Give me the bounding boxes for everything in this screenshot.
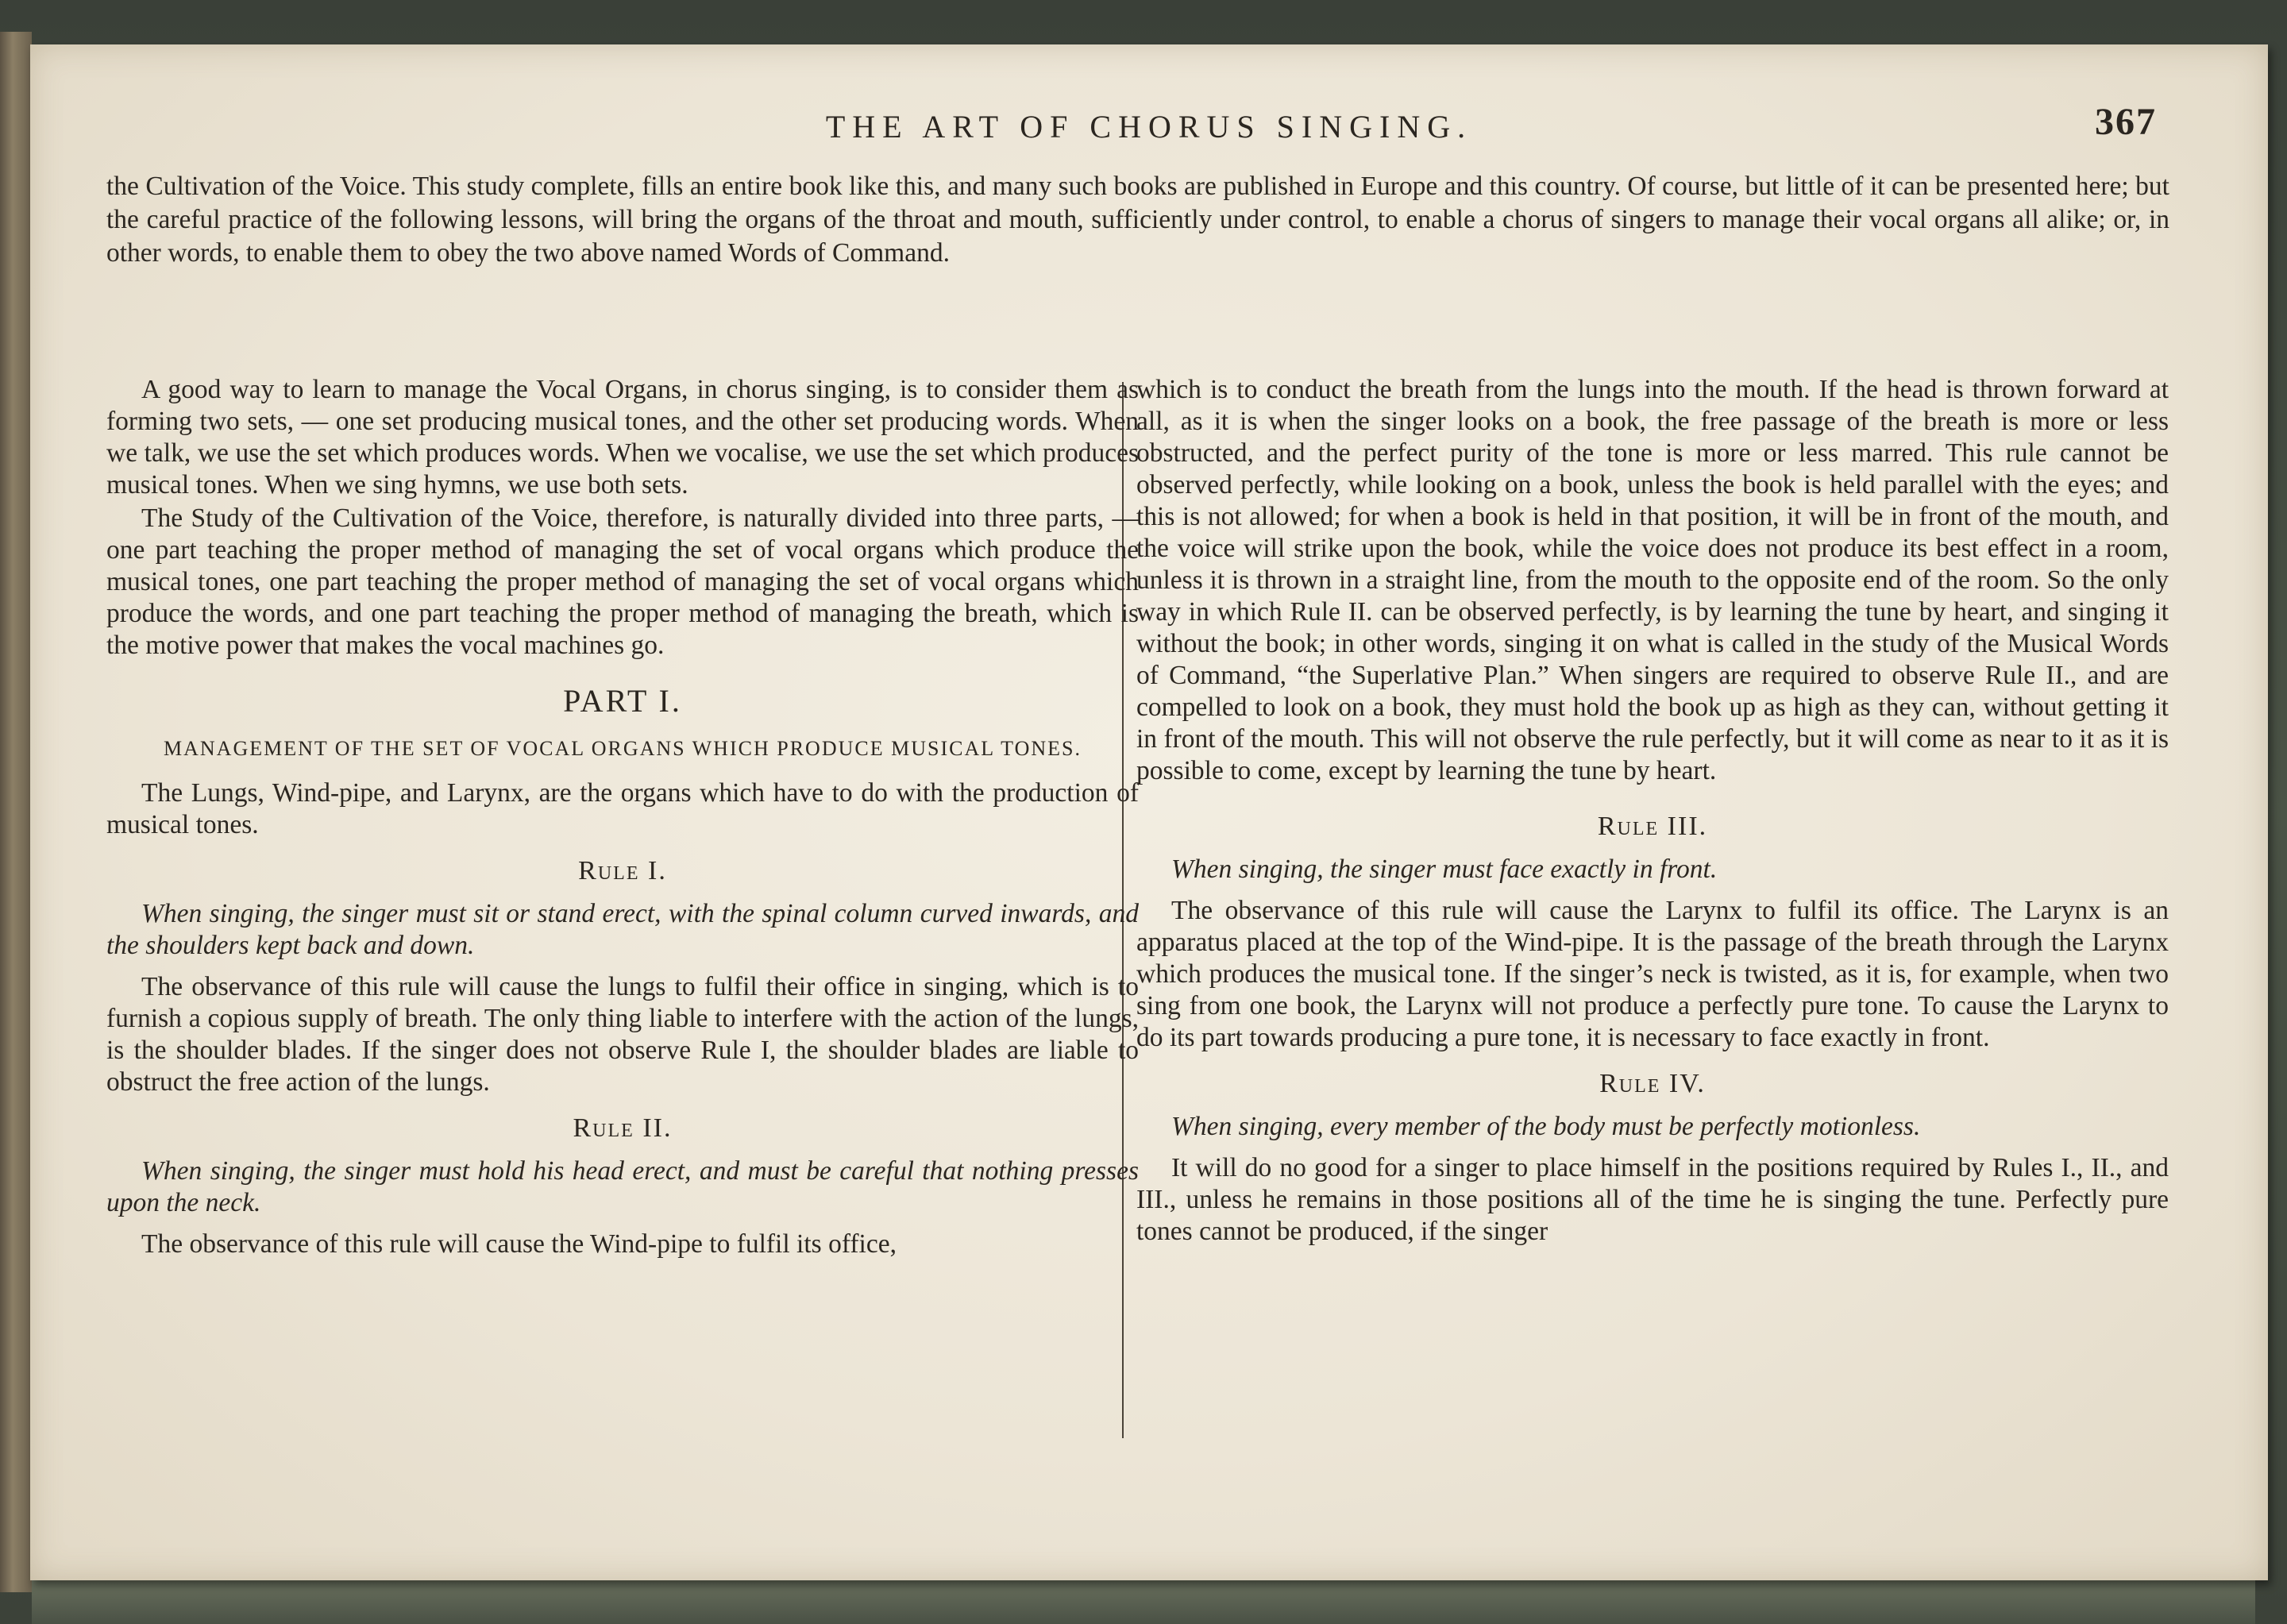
part-heading: PART I. [563, 683, 682, 719]
paragraph-vocal-organs: A good way to learn to manage the Vocal Organs, in chorus singing, is to consider them as forming two sets, — one set producing musical tones, and the other set producing words. When we talk, we use the set which produces words. When we vocalise, we use the set which produces musical tones. When we sing hymns, we use both sets. [106, 375, 1139, 500]
rule-1-text: When singing, the singer must sit or stand erect, with the spinal column curved inwards, and the shoulders kept back and down. [106, 899, 1139, 960]
rule-2-body-start: The observance of this rule will cause the Wind-pipe to fulfil its office, [141, 1229, 897, 1259]
section-heading: MANAGEMENT OF THE SET OF VOCAL ORGANS WHICH PRODUCE MUSICAL TONES. [164, 737, 1082, 760]
book-bottom-edge [32, 1576, 2255, 1624]
rule-4-text: When singing, every member of the body must be perfectly motionless. [1171, 1112, 1921, 1141]
book-spine-edge [0, 32, 32, 1592]
rule-4-heading: Rule IV. [1599, 1069, 1706, 1098]
rule-1-heading: Rule I. [578, 856, 667, 885]
paragraph-three-parts: The Study of the Cultivation of the Voice, therefore, is naturally divided into three parts, — one part teaching the proper method of managing the set of vocal organs which produce the musical tones, one part teaching the proper method of managing the set of vocal organs which produce the words, and one part teaching the proper method of managing the breath, which is the motive power that makes the vocal machines go. [106, 503, 1139, 660]
left-column [106, 374, 1139, 1260]
rule-3-text: When singing, the singer must face exactly in front. [1171, 854, 1718, 884]
paragraph-lungs: The Lungs, Wind-pipe, and Larynx, are the organs which have to do with the production of musical tones. [106, 778, 1139, 839]
page-number: 367 [2095, 101, 2157, 143]
rule-2-text: When singing, the singer must hold his head erect, and must be careful that nothing presses upon the neck. [106, 1156, 1139, 1217]
book-page [30, 44, 2268, 1580]
right-column [1136, 374, 2169, 1248]
rule-1-body: The observance of this rule will cause the lungs to fulfil their office in singing, which is to furnish a copious supply of breath. The only thing liable to interfere with the action of the lungs, is the shoulder blades. If the singer does not observe Rule I, the shoulder blades are liable to obstruct the free action of the lungs. [106, 972, 1139, 1097]
rule-4-body: It will do no good for a singer to place himself in the positions required by Rules I., II., and III., unless he remains in those positions all of the time he is singing the tune. Perfectly pure tones cannot be produced, if the singer [1136, 1153, 2169, 1246]
intro-paragraph: the Cultivation of the Voice. This study complete, fills an entire book like this, and many such books are published in Europe and this country. Of course, but little of it can be presented here; but the careful practice of the following lessons, will bring the organs of the throat and mouth, sufficiently under control, to enable a chorus of singers to manage their vocal organs all alike; or, in other words, to enable them to obey the two above named Words of Command. [106, 172, 2169, 268]
rule-3-body: The observance of this rule will cause the Larynx to fulfil its office. The Larynx is an apparatus placed at the top of the Wind-pipe. It is the passage of the breath through the Larynx which produces the musical tone. If the singer’s neck is twisted, as it is, for example, when two sing from one book, the Larynx will not produce a perfectly pure tone. To cause the Larynx to do its part towards producing a pure tone, it is necessary to face exactly in front. [1136, 896, 2169, 1052]
rule-2-heading: Rule II. [573, 1113, 673, 1143]
rule-3-heading: Rule III. [1597, 812, 1708, 841]
running-head: THE ART OF CHORUS SINGING. [825, 109, 1473, 145]
rule-2-body-continued: which is to conduct the breath from the lungs into the mouth. If the head is thrown forward at all, as it is when the singer looks on a book, the free passage of the breath is more or less obstructed, and the perfect purity of the tone is more or less marred. This rule cannot be observed perfectly, while looking on a book, unless the book is held parallel with the eyes; and this is not allowed; for when a book is held in that position, it will be in front of the mouth, and the voice will strike upon the book, while the voice does not produce its best effect in a room, unless it is thrown in a straight line, from the mouth to the opposite end of the room. So the only way in which Rule II. can be observed perfectly, is by learning the tune by heart, and singing it without the book; in other words, singing it on what is called in the study of the Musical Words of Command, “the Superlative Plan.” When singers are required to observe Rule II., and are compelled to look on a book, they must hold the book up as high as they can, without getting it in front of the mouth. This will not observe the rule perfectly, but it will come as near to it as it is possible to come, except by learning the tune by heart. [1136, 375, 2169, 785]
